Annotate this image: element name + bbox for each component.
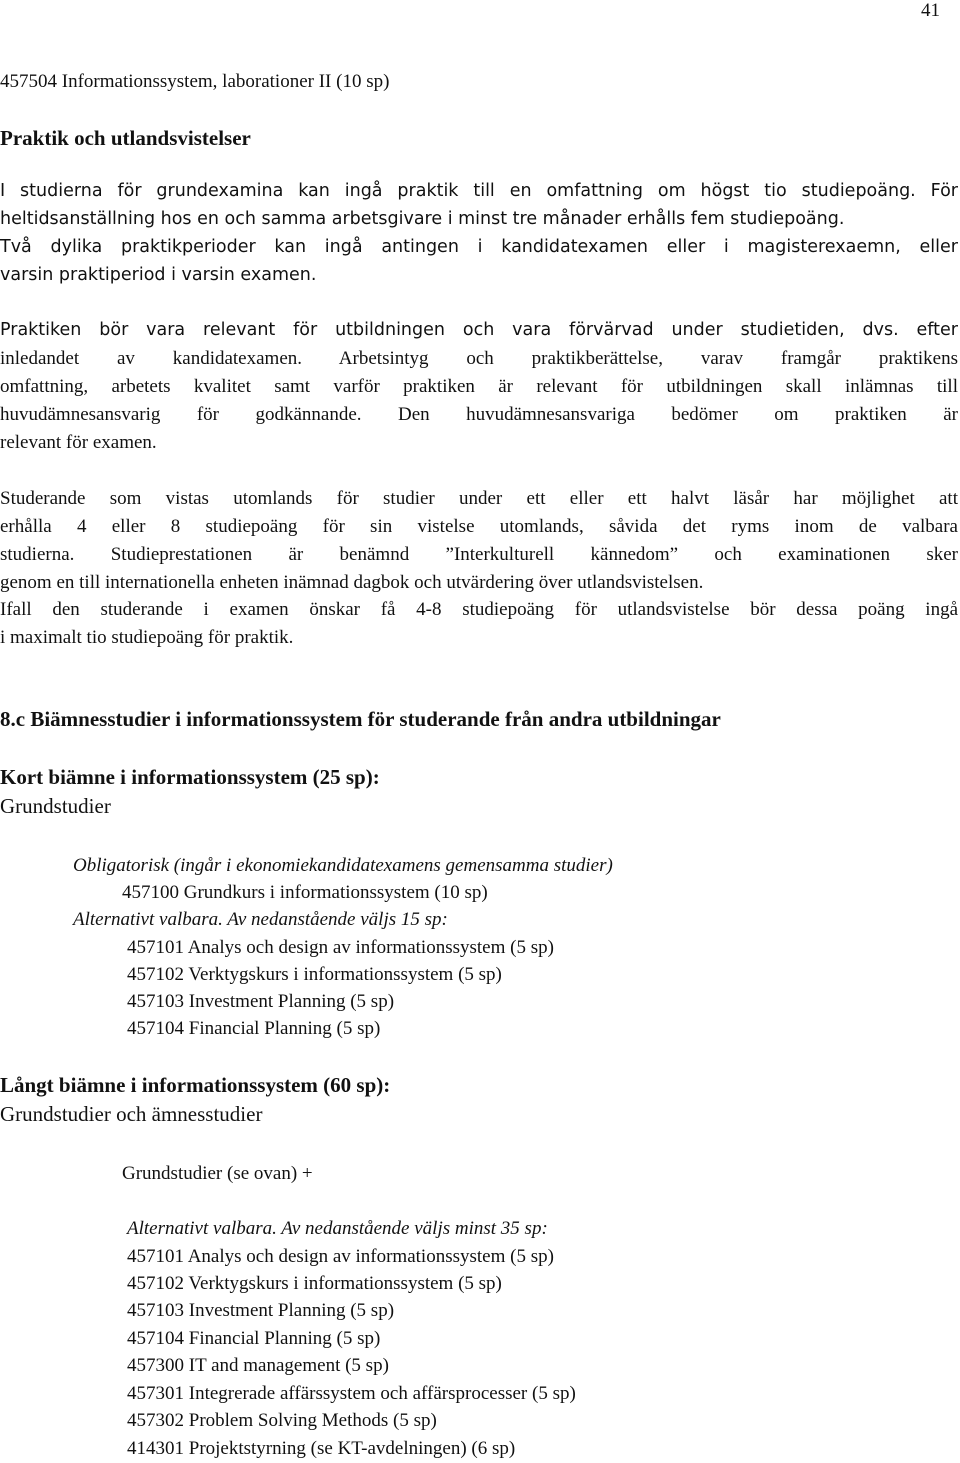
langt-biamne-subtitle: Grundstudier och ämnesstudier — [0, 1102, 263, 1126]
para2-line-3: omfattning, arbetets kvalitet samt varför praktiken är relevant för utbildningen skall inlämnas till — [0, 376, 958, 397]
para3-line-5: Ifall den studerande i examen önskar få 4-8 studiepoäng för utlandsvistelse bör dessa poäng ingå — [0, 599, 958, 620]
langt-course-item: 457102 Verktygskurs i informationssystem (5 sp) — [127, 1273, 502, 1294]
kort-course-item: 457104 Financial Planning (5 sp) — [127, 1018, 381, 1039]
kort-alternativ-label: Alternativt valbara. Av nedanstående väljs 15 sp: — [73, 909, 448, 930]
para2-line-1: Praktiken bör vara relevant för utbildningen och vara förvärvad under studietiden, dvs. efter — [0, 320, 958, 340]
para3-line-4: genom en till internationella enheten inämnad dagbok och utvärdering över utlandsvistelsen. — [0, 572, 704, 593]
para2-line-2: inledandet av kandidatexamen. Arbetsintyg och praktikberättelse, varav framgår praktikens — [0, 348, 958, 369]
para3-line-1: Studerande som vistas utomlands för studier under ett eller ett halvt läsår har möjlighet att — [0, 488, 958, 509]
kort-course-item: 457102 Verktygskurs i informationssystem (5 sp) — [127, 964, 502, 985]
kort-course-item: 457101 Analys och design av informationssystem (5 sp) — [127, 937, 554, 958]
langt-course-item: 457300 IT and management (5 sp) — [127, 1355, 389, 1376]
langt-grund-line: Grundstudier (se ovan) + — [122, 1163, 313, 1184]
langt-alternativ-label: Alternativt valbara. Av nedanstående väljs minst 35 sp: — [127, 1218, 548, 1239]
para2-line-4: huvudämnesansvarig för godkännande. Den huvudämnesansvariga bedömer om praktiken är — [0, 404, 958, 425]
kort-biamne-title: Kort biämne i informationssystem (25 sp): — [0, 765, 380, 789]
para3-line-2: erhålla 4 eller 8 studiepoäng för sin vistelse utomlands, såvida det ryms inom de valbara — [0, 516, 958, 537]
section-heading-biamne: 8.c Biämnesstudier i informationssystem för studerande från andra utbildningar — [0, 707, 721, 731]
langt-biamne-title: Långt biämne i informationssystem (60 sp): — [0, 1073, 391, 1097]
kort-obligatorisk-course: 457100 Grundkurs i informationssystem (10 sp) — [122, 882, 488, 903]
page-number: 41 — [921, 0, 940, 21]
para1-line-2: heltidsanställning hos en och samma arbetsgivare i minst tre månader erhålls fem studiepoäng. — [0, 209, 845, 229]
langt-course-item: 457103 Investment Planning (5 sp) — [127, 1300, 395, 1321]
para3-line-3: studierna. Studieprestationen är benämnd ”Interkulturell kännedom” och examinationen sker — [0, 544, 958, 565]
langt-course-item: 457101 Analys och design av informationssystem (5 sp) — [127, 1246, 554, 1267]
para3-line-6: i maximalt tio studiepoäng för praktik. — [0, 627, 294, 648]
kort-course-item: 457103 Investment Planning (5 sp) — [127, 991, 395, 1012]
course-line: 457504 Informationssystem, laborationer II (10 sp) — [0, 71, 390, 92]
langt-course-item: 457301 Integrerade affärssystem och affärsprocesser (5 sp) — [127, 1383, 576, 1404]
para1-line-1: I studierna för grundexamina kan ingå praktik till en omfattning om högst tio studiepoäng. För — [0, 181, 958, 201]
para1-line-3: Två dylika praktikperioder kan ingå antingen i kandidatexamen eller i magisterexaemn, eller — [0, 237, 958, 257]
section-heading-praktik: Praktik och utlandsvistelser — [0, 126, 251, 150]
kort-biamne-subtitle: Grundstudier — [0, 794, 111, 818]
kort-obligatorisk-label: Obligatorisk (ingår i ekonomiekandidatexamens gemensamma studier) — [73, 855, 613, 876]
langt-course-item: 457104 Financial Planning (5 sp) — [127, 1328, 381, 1349]
para2-line-5: relevant för examen. — [0, 432, 157, 453]
langt-course-item: 457302 Problem Solving Methods (5 sp) — [127, 1410, 437, 1431]
langt-course-item: 414301 Projektstyrning (se KT-avdelningen) (6 sp) — [127, 1438, 516, 1459]
para1-line-4: varsin praktiperiod i varsin examen. — [0, 265, 317, 285]
